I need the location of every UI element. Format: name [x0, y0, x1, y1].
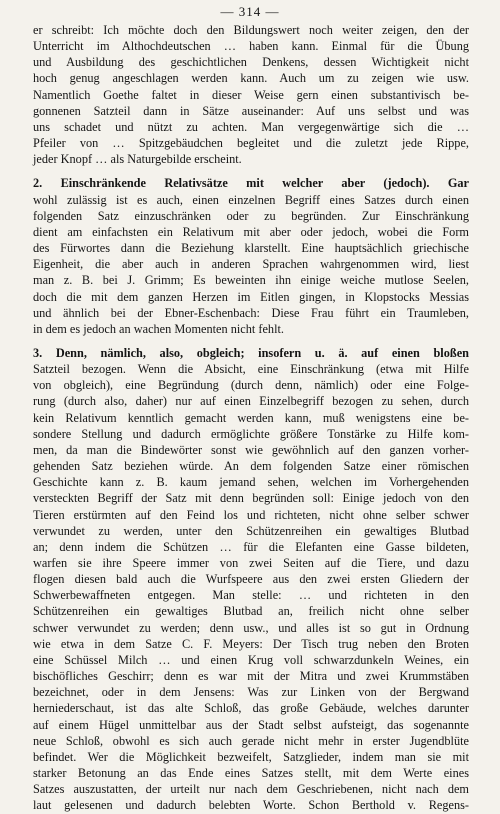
- text-line: bischöfliches Geschirr; denn es war mit der Mitra und zwei Krummstäben: [33, 669, 469, 684]
- text-line: befindet. Wer die Möglichkeit bezweifelt, Satzglieder, indem man sie mit: [33, 749, 469, 764]
- text-line: hoch genug angeschlagen werden kann. Auch um zu zeigen wie usw.: [33, 71, 469, 86]
- text-line: gehenden Satz beziehen würde. An dem folgenden Satze einer römischen: [33, 459, 469, 474]
- text-line: wie etwa in dem Satze C. F. Meyers: Der Tisch trug neben den Broten: [33, 636, 469, 651]
- section-2-heading-line: 2. Einschränkende Relativsätze mit welcher aber (jedoch). Gar: [33, 176, 469, 191]
- text-line: und Ausbildung des geschichtlichen Denkens, dessen Wichtigkeit nicht: [33, 55, 469, 70]
- section-3-heading-line: 3. Denn, nämlich, also, obgleich; insofern u. ä. auf einen bloßen: [33, 345, 469, 360]
- page-number: — 314 —: [220, 4, 280, 19]
- text-line: herniederschaut, ist das alte Schloß, das große Gebäude, welches darunter: [33, 701, 469, 716]
- text-line: in dem es jedoch an wachen Momenten nicht fehlt.: [33, 321, 284, 336]
- text-line: man z. B. bei J. Grimm; Es beweinten ihn einige weiche mutlose Seelen,: [33, 273, 469, 288]
- text-line: Geschichte kann z. B. kaum jemand sehen, welchen im Vorhergehenden: [33, 475, 469, 490]
- text-line: Satzes auszustatten, der urteilt nur nach dem Geschriebenen, nicht nach dem: [33, 782, 469, 797]
- text-line: von obgleich), eine Begründung (durch denn, nämlich) oder eine Folge-: [33, 378, 469, 393]
- text-line: verwundet zu werden, unter den Schützenreihen ein gewaltiges Blutbad: [33, 523, 469, 538]
- text-line: eine Schüssel Milch … und einen Krug voll schwarzdunkeln Weines, ein: [33, 652, 469, 667]
- text-line: Namentlich Goethe faltet in dieser Weise gern einen substantivisch be-: [33, 87, 469, 102]
- text-line: folgenden Satz einzuschränken oder zu begründen. Zur Einschränkung: [33, 208, 469, 223]
- text-line: er schreibt: Ich möchte doch den Bildungswert noch weiter zeigen, den der: [33, 23, 469, 37]
- text-line: starker Betonung an das Ende eines Satzes stellt, mit dem Werte eines: [33, 766, 469, 781]
- text-line: Satzteil bezogen. Wenn die Absicht, eine Einschränkung (etwa mit Hilfe: [33, 362, 469, 377]
- text-line: flogen diesen bald auch die Wurfspeere aus den zwei ersten Gliedern der: [33, 572, 469, 587]
- text-line: kein Relativum kenntlich gemacht werden kann, muß wenigstens eine be-: [33, 410, 469, 425]
- text-line: warfen sie ihre Speere immer von zwei Seiten auf die Tiere, und dazu: [33, 556, 469, 570]
- text-line: jeder Knopf … als Naturgebilde erscheint.: [33, 152, 242, 167]
- text-line: schwer verwundet zu werden; denn usw., und alles ist so gut in Ordnung: [33, 620, 469, 635]
- text-line: sondere Stellung und dadurch ermöglichte größere Tonstärke zu Hilfe kom-: [33, 426, 469, 441]
- text-line: Tieren erstürmten auf den Feind los und richteten, nicht ohne selber schwer: [33, 507, 469, 522]
- text-line: Eigenheit, die aber auch in anderen Sprachen wahrgenommen wird, liest: [33, 257, 469, 272]
- text-line: an; denn indem die Schützen … für die Elefanten eine Gasse bildeten,: [33, 539, 469, 554]
- text-line: Pfeiler von … Spitzgebäudchen begleitet und die zuletzt jede Rippe,: [33, 136, 469, 151]
- text-line: versteckten Begriff der Satz mit denn begründen soll: Einige jedoch von den: [33, 491, 469, 506]
- text-line: gonnenen Satzteil dann in Sätze auseinander: Auf uns selbst und was: [33, 103, 469, 118]
- text-line: doch die mit dem ganzen Herzen im Eitlen gingen, in Klopstocks Messias: [33, 289, 469, 304]
- text-line: dient am einfachsten ein Relativum mit aber oder jedoch, wobei die Form: [33, 224, 469, 239]
- paragraph-1: [33, 22, 469, 167]
- text-line: neue Schloß, obwohl es sich auch gerade nicht mehr in erster Jugendblüte: [33, 733, 469, 748]
- text-line: des Fürwortes dann die Beziehung klarstellt. Eine hauptsächlich griechische: [33, 241, 469, 256]
- section-2: [33, 175, 469, 337]
- text-line: rung (durch also, daher) nur auf einen Einzelbegriff bezogen zu sehen, durch: [33, 394, 469, 409]
- text-line: laut gelesenen und dadurch belebten Worte. Schon Berthold v. Regens-: [33, 798, 469, 813]
- text-line: Unterricht im Althochdeutschen … haben kann. Einmal für die Übung: [33, 39, 469, 54]
- page-body: [33, 22, 469, 814]
- text-line: und ähnlich bei der Ebner-Eschenbach: Diese Frau führt ein Traumleben,: [33, 305, 469, 320]
- text-line: Schwerbewaffneten entgegen. Man stelle: … und richteten in den: [33, 588, 469, 603]
- text-line: bezeichnet, oder in dem Jensens: Was zur Linken von der Bergwand: [33, 685, 469, 700]
- text-line: men, da man die Bindewörter sonst wie gewöhnlich auf den ganzen vorher-: [33, 442, 469, 457]
- text-line: wohl zulässig ist es auch, einen einzelnen Begriff eines Satzes durch einen: [33, 192, 469, 207]
- section-3: [33, 345, 469, 814]
- text-line: auf einem Hügel unmittelbar aus der Stadt selbst aufsteigt, das sogenannte: [33, 717, 469, 732]
- text-line: uns schadet und nützt zu achten. Man vergegenwärtige sich die …: [33, 119, 469, 134]
- text-line: Schützenreihen ein gewaltiges Blutbad an, freilich nicht ohne selber: [33, 604, 469, 619]
